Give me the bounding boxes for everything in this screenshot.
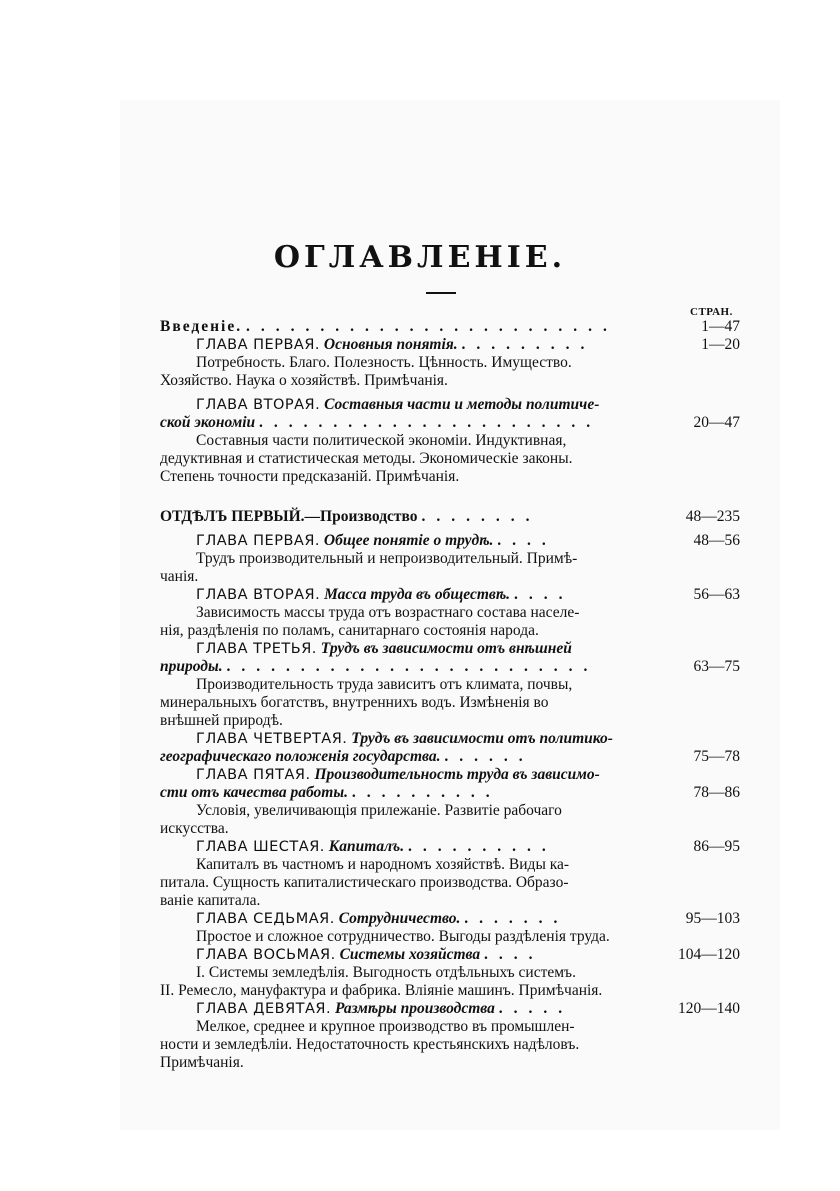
desc-line: I. Системы земледѣлія. Выгодность отдѣльныхъ системъ. xyxy=(196,964,576,981)
chapter-head: ГЛАВА ПЕРВАЯ. xyxy=(196,533,321,549)
chapter-title-cont: сти отъ качества работы. xyxy=(160,784,348,801)
desc-line: питала. Сущность капиталистическаго производства. Образо- xyxy=(160,874,569,891)
chapter-title: Основныя понятія. xyxy=(323,336,458,353)
chapter-description xyxy=(160,1018,640,1072)
toc-entry-ch6[interactable]: ГЛАВА ШЕСТАЯ. Капиталъ. .......... 86—95 xyxy=(196,838,740,855)
chapter-title: Капиталъ. xyxy=(328,838,405,855)
chapter-head: ГЛАВА ВТОРАЯ. xyxy=(196,587,321,603)
toc-entry-intro-ch2[interactable]: ской экономіи ....................... 20—47 xyxy=(160,414,740,431)
chapter-head: ГЛАВА ЧЕТВЕРТАЯ. xyxy=(196,731,348,747)
toc-entry-intro-ch2-title[interactable] xyxy=(196,396,640,414)
chapter-description xyxy=(160,802,640,838)
chapter-title: Размѣры производства xyxy=(335,1000,495,1017)
chapter-description xyxy=(160,550,640,586)
section-label: ОТДѢЛЪ ПЕРВЫЙ.—Производство xyxy=(160,508,418,525)
toc-entry-ch4-title[interactable] xyxy=(196,730,640,748)
toc-entry-ch3-title[interactable] xyxy=(196,640,640,658)
desc-line: Простое и сложное сотрудничество. Выгоды раздѣленія труда. xyxy=(196,928,610,945)
toc-entry-ch5[interactable]: сти отъ качества работы. .......... 78—86 xyxy=(160,784,740,801)
entry-label: Введеніе. xyxy=(160,318,243,335)
title-divider xyxy=(426,292,456,294)
chapter-description xyxy=(160,856,640,910)
desc-line: Примѣчанія. xyxy=(160,1054,244,1071)
desc-line: чанія. xyxy=(160,568,199,585)
toc-entry-ch5-title[interactable] xyxy=(196,766,640,784)
toc-entry-intro[interactable]: Введеніе. ......................... 1—47 xyxy=(160,318,740,335)
toc-entry-ch3[interactable]: природы. ......................... 63—75 xyxy=(160,658,740,675)
desc-line: Степень точности предсказаній. Примѣчанія. xyxy=(160,468,460,485)
table-of-contents xyxy=(160,318,740,1072)
chapter-description xyxy=(160,964,640,1000)
entry-pages: 1—47 xyxy=(701,318,740,335)
desc-line: Мелкое, среднее и крупное производство въ промышлен- xyxy=(196,1018,575,1035)
entry-pages: 63—75 xyxy=(693,658,740,675)
entry-pages: 95—103 xyxy=(685,910,740,927)
toc-entry-section1[interactable]: ОТДѢЛЪ ПЕРВЫЙ.—Производство ........ 48—235 xyxy=(160,508,740,525)
chapter-title-cont: ской экономіи xyxy=(160,414,256,431)
pages-column-header: СТРАН. xyxy=(690,306,733,318)
entry-pages: 1—20 xyxy=(701,336,740,353)
entry-pages: 75—78 xyxy=(693,748,740,765)
toc-entry-ch1[interactable]: ГЛАВА ПЕРВАЯ. Общее понятіе о трудѣ. .... 48—56 xyxy=(196,532,740,549)
chapter-description xyxy=(160,928,640,946)
desc-line: минеральныхъ богатствъ, внутреннихъ водъ. Измѣненія во xyxy=(160,694,549,711)
entry-pages: 56—63 xyxy=(693,586,740,603)
chapter-title: Производительность труда въ зависимо- xyxy=(314,766,600,783)
entry-pages: 86—95 xyxy=(693,838,740,855)
chapter-description xyxy=(160,354,640,390)
entry-pages: 48—235 xyxy=(685,508,740,525)
chapter-head: ГЛАВА ПЕРВАЯ. xyxy=(196,337,321,353)
toc-entry-ch4[interactable]: географическаго положенія государства. ...... 75—78 xyxy=(160,748,740,765)
desc-line: дедуктивная и статистическая методы. Экономическіе законы. xyxy=(160,450,573,467)
desc-line: Условія, увеличивающія прилежаніе. Развитіе рабочаго xyxy=(196,802,562,819)
entry-pages: 20—47 xyxy=(693,414,740,431)
chapter-head: ГЛАВА ВТОРАЯ. xyxy=(196,397,321,413)
chapter-title: Общее понятіе о трудѣ. xyxy=(323,532,494,549)
chapter-description xyxy=(160,676,640,730)
chapter-title: Сотрудничество. xyxy=(338,910,461,927)
entry-pages: 120—140 xyxy=(678,1000,740,1017)
chapter-head: ГЛАВА ПЯТАЯ. xyxy=(196,767,311,783)
chapter-head: ГЛАВА ШЕСТАЯ. xyxy=(196,839,325,855)
desc-line: Зависимость массы труда отъ возрастнаго состава населе- xyxy=(196,604,580,621)
page-title: ОГЛАВЛЕНІЕ. xyxy=(273,240,567,275)
chapter-head: ГЛАВА ТРЕТЬЯ. xyxy=(196,641,317,657)
desc-line: ности и земледѣліи. Недостаточность крестьянскихъ надѣловъ. xyxy=(160,1036,580,1053)
chapter-title: Трудъ въ зависимости отъ политико- xyxy=(351,730,613,747)
chapter-head: ГЛАВА ДЕВЯТАЯ. xyxy=(196,1001,332,1017)
chapter-head: ГЛАВА ВОСЬМАЯ. xyxy=(196,947,336,963)
toc-entry-intro-ch1[interactable]: ГЛАВА ПЕРВАЯ. Основныя понятія. ......... 1—20 xyxy=(196,336,740,353)
chapter-title: Составныя части и методы политиче- xyxy=(324,396,600,413)
chapter-title-cont: географическаго положенія государства. xyxy=(160,748,441,765)
desc-line: Потребность. Благо. Полезность. Цѣнность. Имущество. xyxy=(196,354,572,371)
toc-entry-ch2[interactable]: ГЛАВА ВТОРАЯ. Масса труда въ обществѣ. .... 56—63 xyxy=(196,586,740,603)
chapter-description xyxy=(160,432,640,486)
entry-pages: 104—120 xyxy=(678,946,740,963)
chapter-description xyxy=(160,604,640,640)
desc-line: Капиталъ въ частномъ и народномъ хозяйствѣ. Виды ка- xyxy=(196,856,570,873)
toc-entry-ch8[interactable]: ГЛАВА ВОСЬМАЯ. Системы хозяйства .... 104—120 xyxy=(196,946,740,963)
desc-line: II. Ремесло, мануфактура и фабрика. Вліяніе машинъ. Примѣчанія. xyxy=(160,982,603,999)
desc-line: ваніе капитала. xyxy=(160,892,261,909)
toc-entry-ch7[interactable]: ГЛАВА СЕДЬМАЯ. Сотрудничество. ....... 95—103 xyxy=(196,910,740,927)
entry-pages: 48—56 xyxy=(693,532,740,549)
desc-line: Составныя части политической экономіи. Индуктивная, xyxy=(196,432,567,449)
chapter-head: ГЛАВА СЕДЬМАЯ. xyxy=(196,911,335,927)
desc-line: нія, раздѣленія по поламъ, санитарнаго состоянія народа. xyxy=(160,622,539,639)
desc-line: внѣшней природѣ. xyxy=(160,712,283,729)
desc-line: Хозяйство. Наука о хозяйствѣ. Примѣчанія. xyxy=(160,372,448,389)
entry-pages: 78—86 xyxy=(693,784,740,801)
desc-line: Трудъ производительный и непроизводительный. Примѣ- xyxy=(196,550,578,567)
chapter-title: Масса труда въ обществѣ. xyxy=(324,586,511,603)
chapter-title-cont: природы. xyxy=(160,658,223,675)
chapter-title: Трудъ въ зависимости отъ внѣшней xyxy=(320,640,572,657)
toc-entry-ch9[interactable]: ГЛАВА ДЕВЯТАЯ. Размѣры производства ..... 120—140 xyxy=(196,1000,740,1017)
desc-line: искусства. xyxy=(160,820,229,837)
desc-line: Производительность труда зависитъ отъ климата, почвы, xyxy=(196,676,573,693)
chapter-title: Системы хозяйства xyxy=(339,946,481,963)
